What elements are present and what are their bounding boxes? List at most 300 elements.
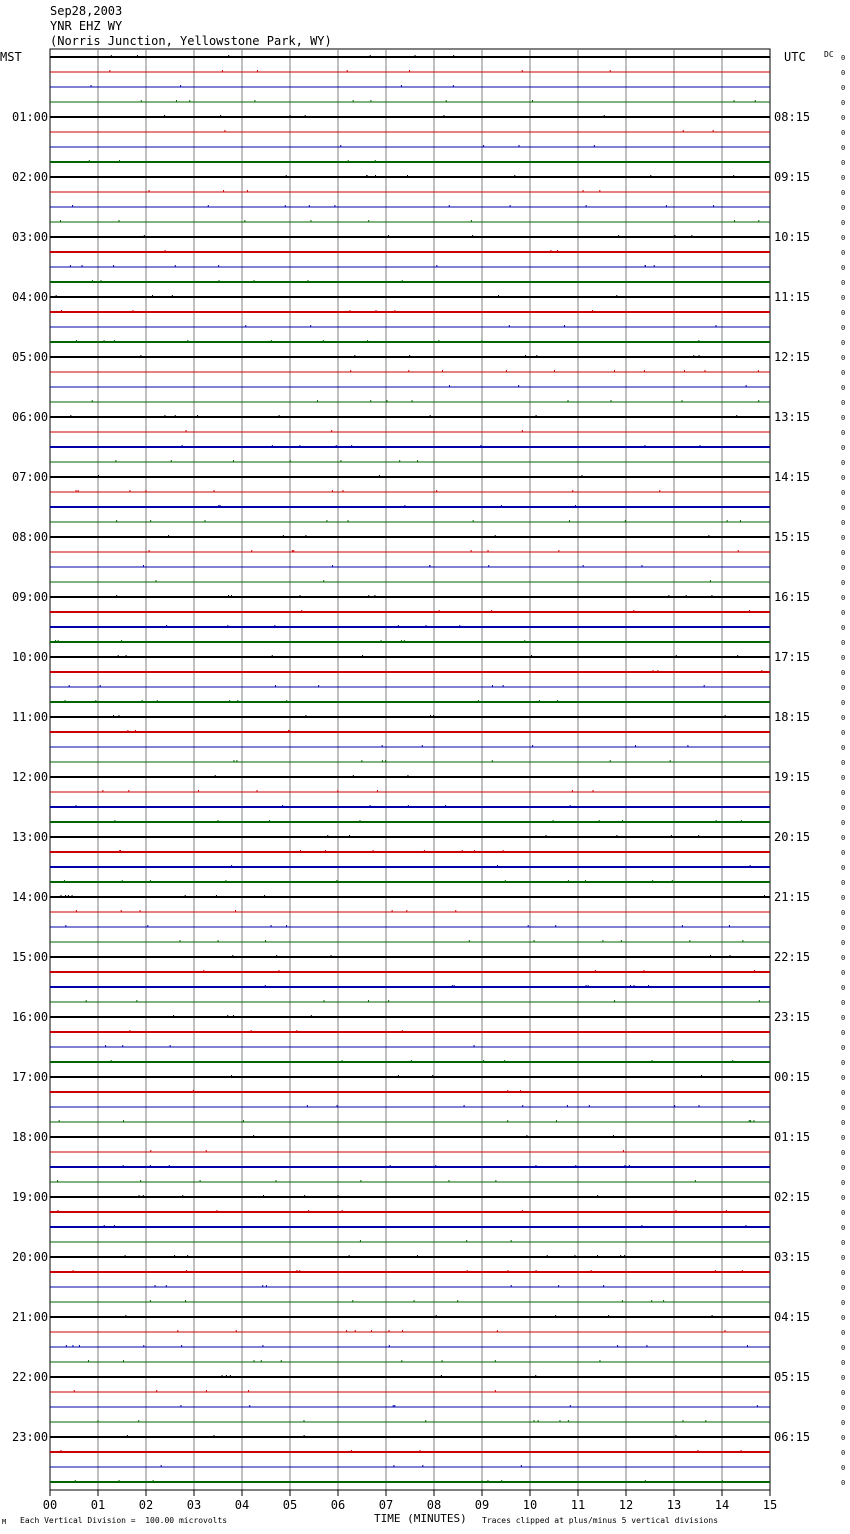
trace-noise-blip — [323, 580, 324, 582]
trace-noise-blip — [111, 55, 112, 57]
trace-noise-blip — [492, 685, 493, 687]
trace-noise-blip — [340, 145, 341, 147]
trace-noise-blip — [611, 400, 612, 402]
trace-noise-blip — [572, 490, 573, 492]
trace-noise-blip — [122, 1045, 123, 1047]
trace-noise-blip — [555, 925, 556, 927]
trace-noise-blip — [387, 400, 388, 402]
trace-noise-blip — [687, 745, 688, 747]
trace-noise-blip — [388, 1000, 389, 1002]
trace-noise-blip — [674, 1105, 675, 1107]
trace-noise-blip — [82, 265, 83, 267]
trace-noise-blip — [74, 1390, 75, 1392]
trace-noise-blip — [349, 835, 350, 837]
plot-frame — [50, 49, 770, 1490]
dc-offset-value: 0 — [841, 474, 846, 482]
x-tick-label: 02 — [138, 1498, 154, 1512]
trace-noise-blip — [438, 340, 439, 342]
dc-offset-value: 0 — [841, 1389, 846, 1397]
trace-noise-blip — [216, 895, 217, 897]
dc-offset-value: 0 — [841, 129, 846, 137]
dc-offset-value: 0 — [841, 984, 846, 992]
utc-hour-label: 08:15 — [774, 110, 811, 124]
trace-noise-blip — [370, 55, 371, 57]
dc-offset-value: 0 — [841, 1209, 846, 1217]
trace-noise-blip — [114, 820, 115, 822]
trace-noise-blip — [175, 415, 176, 417]
trace-noise-blip — [433, 715, 434, 717]
dc-offset-value: 0 — [841, 159, 846, 167]
trace-noise-blip — [622, 1300, 623, 1302]
trace-noise-blip — [185, 1300, 186, 1302]
trace-noise-blip — [642, 565, 643, 567]
trace-noise-blip — [630, 985, 631, 987]
trace-noise-blip — [331, 430, 332, 432]
trace-noise-blip — [254, 1360, 255, 1362]
trace-noise-blip — [225, 880, 226, 882]
trace-noise-blip — [331, 955, 332, 957]
trace-noise-blip — [436, 490, 437, 492]
trace-noise-blip — [308, 1210, 309, 1212]
trace-noise-blip — [370, 400, 371, 402]
trace-noise-blip — [582, 475, 583, 477]
trace-noise-blip — [663, 1300, 664, 1302]
mst-hour-label: 23:00 — [12, 1430, 49, 1444]
trace-noise-blip — [346, 1330, 347, 1332]
trace-noise-blip — [505, 880, 506, 882]
trace-noise-blip — [488, 550, 489, 552]
trace-noise-blip — [375, 310, 376, 312]
trace-noise-blip — [337, 790, 338, 792]
dc-offset-value: 0 — [841, 1374, 846, 1382]
trace-noise-blip — [511, 1285, 512, 1287]
trace-noise-blip — [269, 820, 270, 822]
dc-offset-value: 0 — [841, 969, 846, 977]
trace-noise-blip — [650, 175, 651, 177]
trace-noise-blip — [507, 1090, 508, 1092]
x-tick-label: 01 — [90, 1498, 106, 1512]
trace-noise-blip — [61, 310, 62, 312]
trace-noise-blip — [394, 310, 395, 312]
trace-noise-blip — [644, 370, 645, 372]
trace-noise-blip — [75, 1480, 76, 1482]
trace-noise-blip — [305, 115, 306, 117]
trace-noise-blip — [536, 1270, 537, 1272]
dc-offset-value: 0 — [841, 504, 846, 512]
dc-label: DC — [824, 50, 834, 59]
trace-noise-blip — [538, 1420, 539, 1422]
trace-noise-blip — [715, 325, 716, 327]
trace-noise-blip — [533, 1420, 534, 1422]
trace-noise-blip — [118, 715, 119, 717]
dc-offset-value: 0 — [841, 609, 846, 617]
trace-noise-blip — [568, 400, 569, 402]
utc-hour-label: 10:15 — [774, 230, 811, 244]
dc-offset-value: 0 — [841, 1419, 846, 1427]
clip-note: Traces clipped at plus/minus 5 vertical divisions — [482, 1516, 719, 1525]
trace-noise-blip — [200, 1180, 201, 1182]
trace-noise-blip — [140, 910, 141, 912]
trace-noise-blip — [97, 1420, 98, 1422]
trace-noise-blip — [245, 325, 246, 327]
dc-offset-value: 0 — [841, 894, 846, 902]
trace-noise-blip — [123, 1360, 124, 1362]
trace-noise-blip — [482, 1480, 483, 1482]
trace-noise-blip — [276, 955, 277, 957]
trace-noise-blip — [208, 205, 209, 207]
trace-noise-blip — [338, 1195, 339, 1197]
mst-hour-label: 16:00 — [12, 1010, 49, 1024]
trace-noise-blip — [264, 895, 265, 897]
x-tick-label: 07 — [378, 1498, 394, 1512]
trace-noise-blip — [70, 265, 71, 267]
trace-noise-blip — [622, 820, 623, 822]
trace-noise-blip — [367, 175, 368, 177]
x-tick-label: 14 — [714, 1498, 730, 1512]
trace-noise-blip — [189, 100, 190, 102]
trace-noise-blip — [367, 340, 368, 342]
trace-noise-blip — [65, 925, 66, 927]
trace-noise-blip — [411, 1060, 412, 1062]
trace-noise-blip — [102, 790, 103, 792]
x-tick-label: 04 — [234, 1498, 250, 1512]
trace-noise-blip — [398, 1075, 399, 1077]
trace-noise-blip — [585, 880, 586, 882]
utc-hour-label: 03:15 — [774, 1250, 811, 1264]
dc-offset-value: 0 — [841, 414, 846, 422]
trace-noise-blip — [118, 655, 119, 657]
trace-noise-blip — [86, 1000, 87, 1002]
trace-noise-blip — [553, 820, 554, 822]
trace-noise-blip — [296, 1030, 297, 1032]
trace-noise-blip — [186, 430, 187, 432]
trace-noise-blip — [79, 1345, 80, 1347]
trace-noise-blip — [708, 535, 709, 537]
trace-noise-blip — [757, 1405, 758, 1407]
dc-offset-value: 0 — [841, 234, 846, 242]
trace-noise-blip — [425, 1420, 426, 1422]
dc-offset-value: 0 — [841, 1269, 846, 1277]
utc-hour-label: 12:15 — [774, 350, 811, 364]
trace-noise-blip — [142, 700, 143, 702]
trace-noise-blip — [583, 190, 584, 192]
trace-noise-blip — [497, 865, 498, 867]
trace-noise-blip — [89, 160, 90, 162]
trace-noise-blip — [399, 460, 400, 462]
x-tick-label: 05 — [282, 1498, 298, 1512]
trace-noise-blip — [389, 1345, 390, 1347]
mst-hour-label: 11:00 — [12, 710, 49, 724]
utc-hour-label: 16:15 — [774, 590, 811, 604]
dc-offset-value: 0 — [841, 54, 846, 62]
x-tick-label: 11 — [570, 1498, 586, 1512]
trace-noise-blip — [509, 325, 510, 327]
dc-offset-value: 0 — [841, 1434, 846, 1442]
trace-noise-blip — [554, 370, 555, 372]
trace-noise-blip — [510, 205, 511, 207]
trace-noise-blip — [676, 1210, 677, 1212]
dc-offset-value: 0 — [841, 594, 846, 602]
trace-noise-blip — [422, 745, 423, 747]
trace-noise-blip — [66, 1345, 67, 1347]
trace-noise-blip — [464, 1105, 465, 1107]
trace-noise-blip — [155, 580, 156, 582]
trace-noise-blip — [750, 1120, 751, 1122]
trace-noise-blip — [370, 805, 371, 807]
trace-noise-blip — [272, 655, 273, 657]
trace-noise-blip — [349, 1255, 350, 1257]
dc-offset-value: 0 — [841, 774, 846, 782]
dc-offset-value: 0 — [841, 444, 846, 452]
trace-noise-blip — [483, 145, 484, 147]
trace-noise-blip — [100, 685, 101, 687]
x-tick-label: 03 — [186, 1498, 202, 1512]
trace-noise-blip — [168, 535, 169, 537]
trace-noise-blip — [532, 100, 533, 102]
dc-offset-value: 0 — [841, 1359, 846, 1367]
trace-noise-blip — [253, 280, 254, 282]
trace-noise-blip — [734, 100, 735, 102]
trace-noise-blip — [157, 700, 158, 702]
trace-noise-blip — [429, 565, 430, 567]
trace-noise-blip — [755, 100, 756, 102]
trace-noise-blip — [371, 1330, 372, 1332]
trace-noise-blip — [597, 1255, 598, 1257]
trace-noise-blip — [594, 145, 595, 147]
utc-hour-label: 19:15 — [774, 770, 811, 784]
dc-offset-value: 0 — [841, 69, 846, 77]
dc-offset-value: 0 — [841, 1044, 846, 1052]
trace-noise-blip — [58, 640, 59, 642]
trace-noise-blip — [61, 1450, 62, 1452]
trace-noise-blip — [150, 520, 151, 522]
trace-noise-blip — [745, 1225, 746, 1227]
trace-noise-blip — [618, 235, 619, 237]
trace-noise-blip — [153, 1480, 154, 1482]
trace-noise-blip — [355, 1330, 356, 1332]
dc-offset-value: 0 — [841, 174, 846, 182]
trace-noise-blip — [420, 1450, 421, 1452]
trace-noise-blip — [646, 1345, 647, 1347]
trace-noise-blip — [654, 265, 655, 267]
trace-noise-blip — [156, 1390, 157, 1392]
trace-noise-blip — [304, 1435, 305, 1437]
trace-noise-blip — [119, 850, 120, 852]
dc-offset-value: 0 — [841, 354, 846, 362]
trace-noise-blip — [414, 1300, 415, 1302]
trace-noise-blip — [278, 970, 279, 972]
trace-noise-blip — [659, 490, 660, 492]
trace-noise-blip — [164, 115, 165, 117]
trace-noise-blip — [624, 1165, 625, 1167]
dc-offset-value: 0 — [841, 564, 846, 572]
trace-noise-blip — [230, 1375, 231, 1377]
trace-noise-blip — [213, 1435, 214, 1437]
x-tick-label: 06 — [330, 1498, 346, 1512]
trace-noise-blip — [382, 760, 383, 762]
trace-noise-blip — [224, 130, 225, 132]
trace-noise-blip — [453, 85, 454, 87]
trace-noise-blip — [412, 400, 413, 402]
trace-noise-blip — [691, 235, 692, 237]
trace-noise-blip — [435, 1165, 436, 1167]
trace-noise-blip — [643, 970, 644, 972]
trace-noise-blip — [362, 655, 363, 657]
trace-noise-blip — [332, 490, 333, 492]
trace-noise-blip — [113, 265, 114, 267]
utc-hour-label: 15:15 — [774, 530, 811, 544]
trace-noise-blip — [342, 1060, 343, 1062]
dc-offset-value: 0 — [841, 1254, 846, 1262]
trace-noise-blip — [504, 1060, 505, 1062]
mst-hour-label: 12:00 — [12, 770, 49, 784]
trace-noise-blip — [742, 1270, 743, 1272]
trace-noise-blip — [143, 1345, 144, 1347]
trace-noise-blip — [92, 280, 93, 282]
trace-noise-blip — [286, 925, 287, 927]
trace-noise-blip — [629, 1165, 630, 1167]
trace-noise-blip — [204, 520, 205, 522]
trace-noise-blip — [263, 1195, 264, 1197]
dc-offset-value: 0 — [841, 699, 846, 707]
trace-noise-blip — [244, 220, 245, 222]
trace-noise-blip — [422, 1465, 423, 1467]
trace-noise-blip — [593, 790, 594, 792]
trace-noise-blip — [123, 1120, 124, 1122]
trace-noise-blip — [150, 1165, 151, 1167]
trace-noise-blip — [471, 220, 472, 222]
trace-noise-blip — [407, 175, 408, 177]
dc-offset-value: 0 — [841, 1089, 846, 1097]
dc-offset-value: 0 — [841, 399, 846, 407]
trace-noise-blip — [353, 100, 354, 102]
dc-offset-value: 0 — [841, 549, 846, 557]
trace-noise-blip — [442, 1360, 443, 1362]
trace-noise-blip — [439, 610, 440, 612]
trace-noise-blip — [248, 1390, 249, 1392]
mst-hour-label: 10:00 — [12, 650, 49, 664]
trace-noise-blip — [478, 700, 479, 702]
trace-noise-blip — [528, 925, 529, 927]
trace-noise-blip — [336, 445, 337, 447]
trace-noise-blip — [713, 130, 714, 132]
trace-noise-blip — [149, 190, 150, 192]
dc-offset-value: 0 — [841, 744, 846, 752]
trace-noise-blip — [311, 1015, 312, 1017]
trace-noise-blip — [495, 535, 496, 537]
trace-noise-blip — [368, 1000, 369, 1002]
trace-noise-blip — [382, 745, 383, 747]
trace-noise-blip — [522, 430, 523, 432]
trace-noise-blip — [557, 250, 558, 252]
trace-noise-blip — [401, 640, 402, 642]
trace-noise-blip — [286, 700, 287, 702]
trace-noise-blip — [265, 940, 266, 942]
trace-noise-blip — [337, 1105, 338, 1107]
trace-noise-blip — [309, 205, 310, 207]
trace-noise-blip — [262, 1345, 263, 1347]
trace-noise-blip — [404, 640, 405, 642]
trace-noise-blip — [710, 955, 711, 957]
trace-noise-blip — [72, 895, 73, 897]
dc-offset-value: 0 — [841, 579, 846, 587]
trace-noise-blip — [198, 790, 199, 792]
dc-offset-value: 0 — [841, 1014, 846, 1022]
dc-offset-value: 0 — [841, 879, 846, 887]
trace-noise-blip — [727, 520, 728, 522]
trace-noise-blip — [459, 625, 460, 627]
trace-noise-blip — [132, 310, 133, 312]
trace-noise-blip — [282, 805, 283, 807]
trace-noise-blip — [406, 910, 407, 912]
trace-noise-blip — [682, 925, 683, 927]
trace-noise-blip — [617, 1345, 618, 1347]
trace-noise-blip — [143, 1195, 144, 1197]
utc-hour-label: 18:15 — [774, 710, 811, 724]
trace-noise-blip — [300, 850, 301, 852]
trace-noise-blip — [645, 1480, 646, 1482]
trace-noise-blip — [507, 1270, 508, 1272]
dc-offset-value: 0 — [841, 369, 846, 377]
utc-hour-label: 00:15 — [774, 1070, 811, 1084]
trace-noise-blip — [235, 910, 236, 912]
trace-noise-blip — [608, 1315, 609, 1317]
trace-noise-blip — [402, 1330, 403, 1332]
trace-noise-blip — [424, 850, 425, 852]
trace-noise-blip — [592, 310, 593, 312]
trace-noise-blip — [72, 205, 73, 207]
trace-noise-blip — [689, 940, 690, 942]
trace-noise-blip — [126, 655, 127, 657]
trace-noise-blip — [699, 445, 700, 447]
trace-noise-blip — [231, 595, 232, 597]
trace-noise-blip — [564, 325, 565, 327]
trace-noise-blip — [334, 205, 335, 207]
trace-noise-blip — [385, 760, 386, 762]
mst-hour-label: 01:00 — [12, 110, 49, 124]
trace-noise-blip — [275, 685, 276, 687]
trace-noise-blip — [375, 160, 376, 162]
dc-offset-value: 0 — [841, 1059, 846, 1067]
trace-noise-blip — [535, 1375, 536, 1377]
trace-noise-blip — [455, 910, 456, 912]
trace-noise-blip — [56, 295, 57, 297]
trace-noise-blip — [381, 640, 382, 642]
trace-noise-blip — [161, 1465, 162, 1467]
trace-noise-blip — [377, 790, 378, 792]
trace-noise-blip — [558, 1285, 559, 1287]
trace-noise-blip — [105, 1045, 106, 1047]
mst-hour-label: 06:00 — [12, 410, 49, 424]
trace-noise-blip — [492, 760, 493, 762]
trace-noise-blip — [169, 1165, 170, 1167]
trace-noise-blip — [558, 550, 559, 552]
trace-noise-blip — [149, 550, 150, 552]
trace-noise-blip — [408, 805, 409, 807]
trace-noise-blip — [342, 1210, 343, 1212]
trace-noise-blip — [585, 985, 586, 987]
trace-noise-blip — [68, 895, 69, 897]
trace-noise-blip — [603, 1285, 604, 1287]
trace-noise-blip — [634, 985, 635, 987]
scale-note: Each Vertical Division = 100.00 microvolts — [20, 1516, 228, 1525]
mst-hour-label: 21:00 — [12, 1310, 49, 1324]
trace-noise-blip — [569, 520, 570, 522]
trace-noise-blip — [127, 730, 128, 732]
trace-noise-blip — [750, 865, 751, 867]
dc-offset-value: 0 — [841, 324, 846, 332]
trace-noise-blip — [65, 700, 66, 702]
